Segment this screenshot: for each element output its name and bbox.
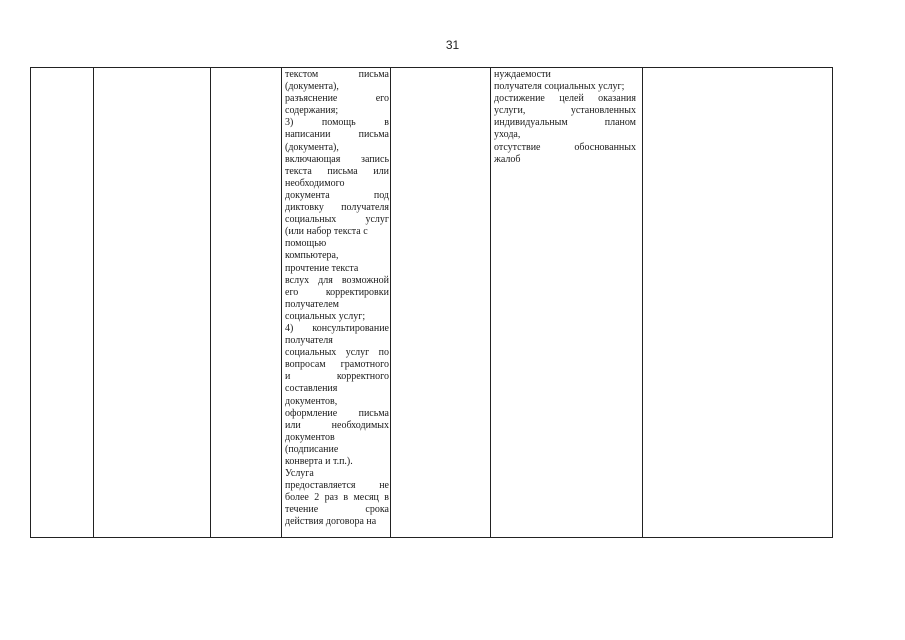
text-line: прочтение текста — [285, 262, 359, 274]
text-line: составления — [285, 383, 338, 395]
text-line: вслух для возможной — [285, 274, 389, 286]
text-line: социальных услуг — [285, 214, 389, 226]
text-line: индивидуальным планом — [494, 117, 636, 129]
text-line: получателя социальных услуг; — [494, 81, 625, 93]
column-divider-4 — [390, 68, 391, 537]
text-line: текстом письма — [285, 69, 389, 80]
text-line: и корректного — [285, 371, 389, 383]
text-line: получателя — [285, 335, 333, 347]
text-line: социальных услуг по — [285, 347, 389, 359]
text-line: предоставляется не — [285, 480, 389, 492]
column-divider-2 — [210, 68, 211, 537]
text-line: компьютера, — [285, 250, 339, 262]
text-line: получателем — [285, 298, 339, 310]
services-table — [30, 67, 833, 538]
text-line: отсутствие обоснованных — [494, 141, 636, 153]
quality-indicators-cell — [494, 69, 636, 166]
text-line: (или набор текста с — [285, 226, 368, 238]
text-line: (документа), — [285, 81, 339, 93]
text-line: документов, — [285, 395, 338, 407]
text-line: ухода, — [494, 129, 521, 141]
column-divider-3 — [281, 68, 282, 537]
text-line: написании письма — [285, 129, 389, 141]
text-line: помощью — [285, 238, 327, 250]
text-line: текста письма или — [285, 165, 389, 177]
column-divider-5 — [490, 68, 491, 537]
text-line: его корректировки — [285, 286, 389, 298]
text-line: жалоб — [494, 153, 521, 165]
text-line: вопросам грамотного — [285, 359, 389, 371]
text-line: достижение целей оказания — [494, 93, 636, 105]
text-line: необходимого — [285, 177, 345, 189]
text-line: или необходимых — [285, 419, 389, 431]
text-line: разъяснение его — [285, 93, 389, 105]
service-description-cell — [285, 69, 389, 529]
text-line: оформление письма — [285, 407, 389, 419]
text-line: конверта и т.п.). — [285, 456, 353, 467]
text-line: документа под — [285, 189, 389, 201]
text-line: более 2 раз в месяц в — [285, 492, 389, 504]
text-line: включающая запись — [285, 153, 389, 165]
text-line: 3) помощь в — [285, 117, 389, 129]
text-line: документов — [285, 431, 335, 443]
text-line: диктовку получателя — [285, 202, 389, 214]
text-line: Услуга — [285, 468, 314, 480]
text-line: социальных услуг; — [285, 310, 366, 322]
text-line: 4) консультирование — [285, 322, 389, 334]
column-divider-6 — [642, 68, 643, 537]
text-line: действия договора на — [285, 516, 377, 528]
text-line: содержания; — [285, 105, 339, 117]
text-line: нуждаемости — [494, 69, 551, 80]
text-line: услуги, установленных — [494, 105, 636, 117]
text-line: (документа), — [285, 141, 339, 153]
page-number: 31 — [445, 38, 460, 52]
column-divider-1 — [93, 68, 94, 537]
text-line: (подписание — [285, 443, 339, 455]
text-line: течение срока — [285, 504, 389, 516]
